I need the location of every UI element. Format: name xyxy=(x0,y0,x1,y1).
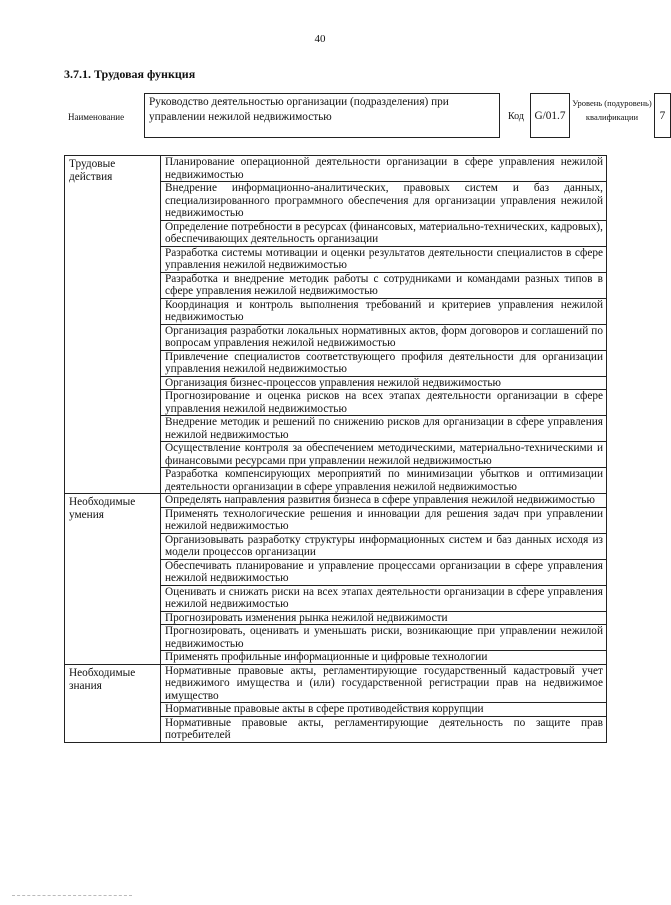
requirement-item: Оценивать и снижать риски на всех этапах деятельности организации в сфере управления нежилой недвижимостью xyxy=(161,585,607,611)
requirement-item: Применять технологические решения и инновации для решения задач при управлении нежилой недвижимостью xyxy=(161,507,607,533)
section-category: Необходимые знания xyxy=(65,664,161,742)
requirement-item: Прогнозировать изменения рынка нежилой недвижимости xyxy=(161,611,607,625)
level-value: 7 xyxy=(654,93,671,138)
requirement-item: Привлечение специалистов соответствующего профиля деятельности для организации управления нежилой недвижимостью xyxy=(161,350,607,376)
table-row xyxy=(65,664,607,703)
requirement-item: Координация и контроль выполнения требований и критериев управления нежилой недвижимостью xyxy=(161,298,607,324)
requirement-item: Организовывать разработку структуры информационных систем и баз данных исходя из модели процессов организации xyxy=(161,533,607,559)
requirement-item: Прогнозирование и оценка рисков на всех этапах деятельности организации в сфере управления нежилой недвижимостью xyxy=(161,390,607,416)
code-value: G/01.7 xyxy=(530,93,570,138)
requirement-item: Прогнозировать, оценивать и уменьшать риски, возникающие при управлении нежилой недвижимостью xyxy=(161,625,607,651)
table-row xyxy=(65,156,607,182)
requirement-item: Нормативные правовые акты в сфере противодействия коррупции xyxy=(161,703,607,717)
requirement-item: Нормативные правовые акты, регламентирующие государственный кадастровый учет недвижимого имущества и (или) государственной регистрации прав на недвижимое имущество xyxy=(161,664,607,703)
requirement-item: Разработка и внедрение методик работы с сотрудниками и командами разных типов в сфере управления нежилой недвижимостью xyxy=(161,272,607,298)
requirement-item: Организация разработки локальных нормативных актов, форм договоров и соглашений по вопросам управления нежилой недвижимостью xyxy=(161,324,607,350)
section-category: Трудовые действия xyxy=(65,156,161,494)
name-label: Наименование xyxy=(68,112,125,122)
requirement-item: Применять профильные информационные и цифровые технологии xyxy=(161,651,607,665)
labor-function-table xyxy=(64,155,607,743)
requirement-item: Осуществление контроля за обеспечением методическими, материально-техническими и финансовыми ресурсами при управлении нежилой недвижимостью xyxy=(161,442,607,468)
requirement-item: Разработка системы мотивации и оценки результатов деятельности специалистов в сфере управления нежилой недвижимостью xyxy=(161,246,607,272)
requirement-item: Планирование операционной деятельности организации в сфере управления нежилой недвижимостью xyxy=(161,156,607,182)
code-label: Код xyxy=(508,111,524,122)
requirement-item: Обеспечивать планирование и управление процессами организации в сфере управления нежилой недвижимостью xyxy=(161,559,607,585)
requirement-item: Нормативные правовые акты, регламентирующие деятельность по защите прав потребителей xyxy=(161,716,607,742)
scan-edge-mark xyxy=(12,895,132,896)
requirement-item: Определение потребности в ресурсах (финансовых, материально-технических, кадровых), обеспечивающих деятельность организации xyxy=(161,220,607,246)
requirement-item: Определять направления развития бизнеса в сфере управления нежилой недвижимостью xyxy=(161,494,607,508)
requirement-item: Внедрение информационно-аналитических, правовых систем и баз данных, специализированного программного обеспечения для организации управления нежилой недвижимостью xyxy=(161,182,607,221)
section-title: 3.7.1. Трудовая функция xyxy=(64,67,196,81)
requirement-item: Разработка компенсирующих мероприятий по минимизации убытков и оптимизации деятельности организации в сфере управления нежилой недвижимостью xyxy=(161,468,607,494)
section-category: Необходимые умения xyxy=(65,494,161,665)
requirement-item: Организация бизнес-процессов управления нежилой недвижимостью xyxy=(161,376,607,390)
function-header xyxy=(64,92,666,140)
requirement-item: Внедрение методик и решений по снижению рисков для организации в сфере управления нежилой недвижимостью xyxy=(161,416,607,442)
table-row xyxy=(65,494,607,508)
level-label: Уровень (подуровень) квалификации xyxy=(572,98,652,122)
page-number: 40 xyxy=(314,33,326,45)
name-value: Руководство деятельностью организации (подразделения) при управлении нежилой недвижимостью xyxy=(144,93,500,138)
